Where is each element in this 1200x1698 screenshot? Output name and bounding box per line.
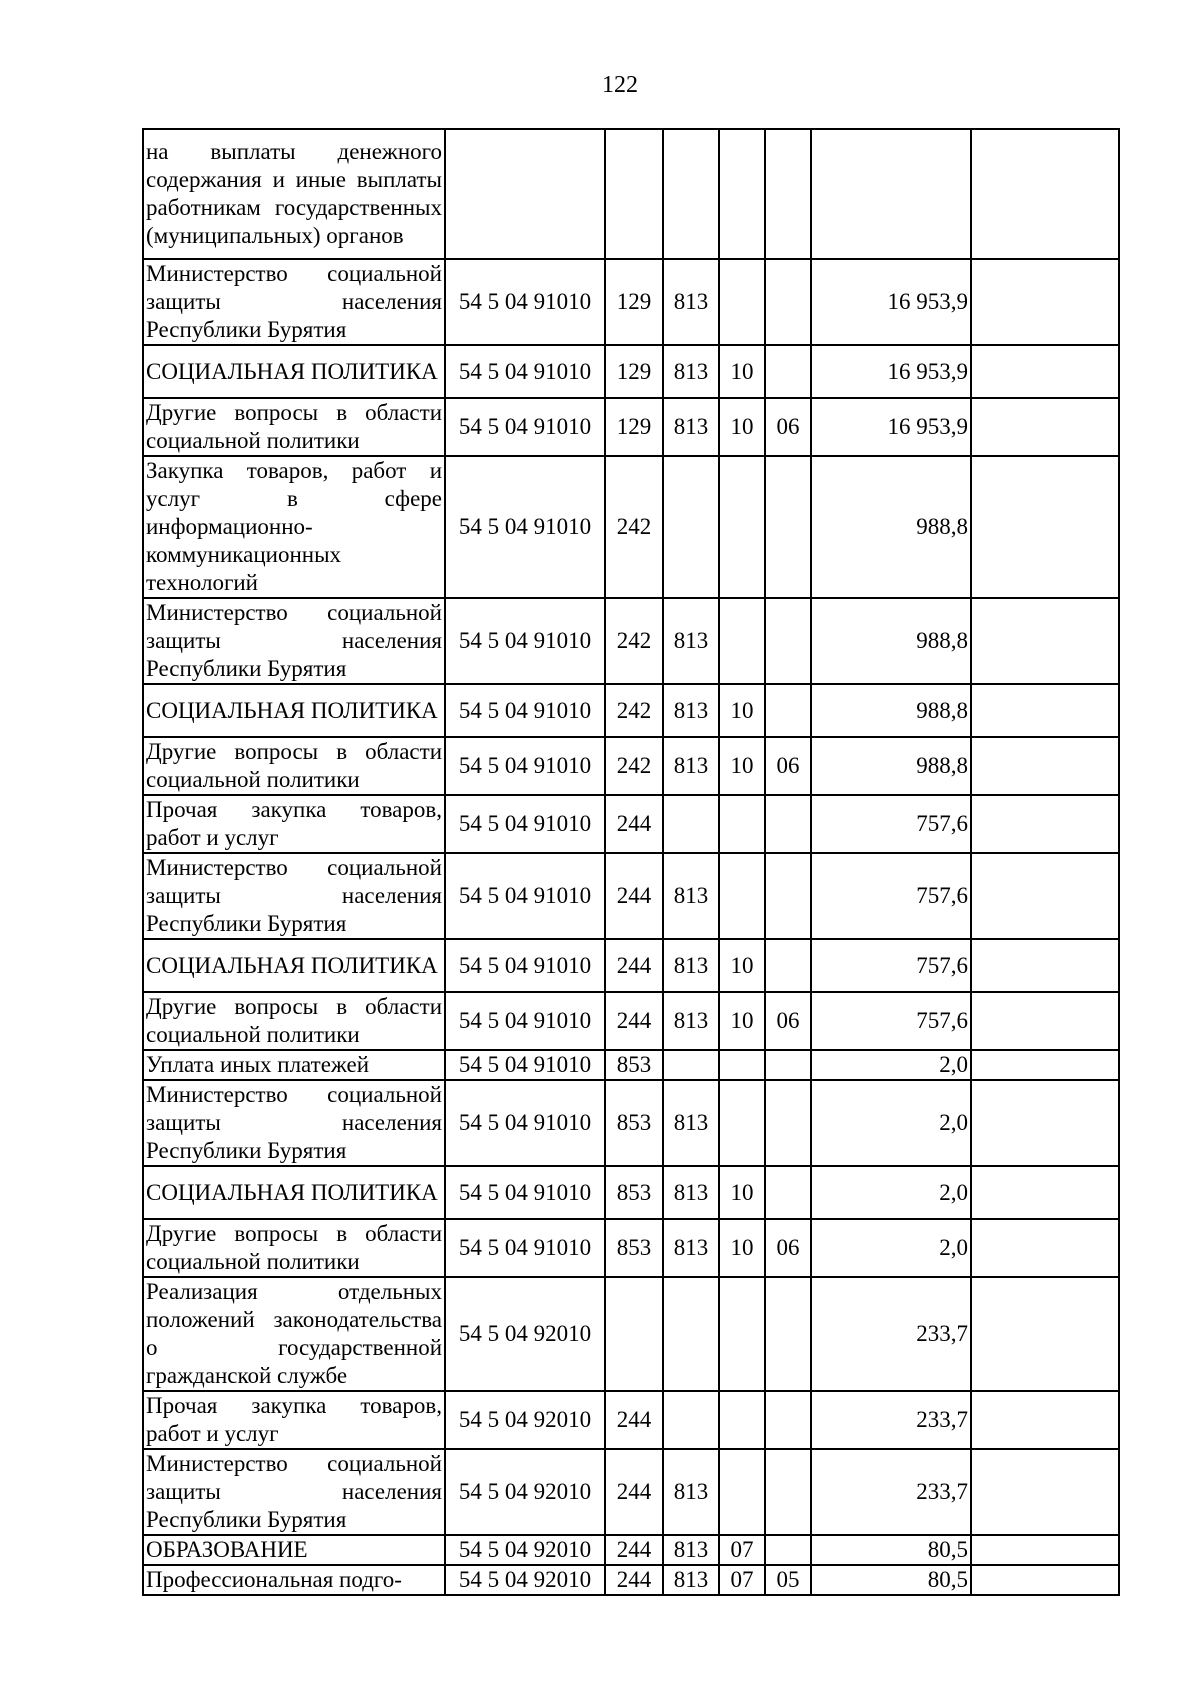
cell-amount: 80,5 [811,1535,971,1565]
cell-section [719,1050,765,1080]
cell-subsection [765,598,811,684]
table-body [143,129,1119,1595]
cell-amount: 988,8 [811,598,971,684]
cell-subsection [765,129,811,259]
table-row [143,1219,1119,1277]
cell-subsection [765,939,811,992]
cell-subsection [765,345,811,398]
cell-name: Прочая закупка товаров, работ и услуг [143,795,445,853]
cell-subsection [765,1449,811,1535]
cell-target-article: 54 5 04 92010 [445,1565,605,1595]
cell-subsection [765,1166,811,1219]
cell-extra [971,684,1119,737]
cell-target-article [445,129,605,259]
cell-expense-type: 244 [605,853,663,939]
table-row [143,737,1119,795]
cell-amount: 2,0 [811,1166,971,1219]
cell-extra [971,1080,1119,1166]
table-row [143,939,1119,992]
cell-extra [971,456,1119,598]
cell-expense-type: 244 [605,992,663,1050]
table-row [143,853,1119,939]
cell-expense-type: 244 [605,1565,663,1595]
cell-expense-type: 244 [605,1535,663,1565]
cell-name: Другие вопросы в области социальной политики [143,1219,445,1277]
cell-administrator [663,795,719,853]
cell-administrator: 813 [663,992,719,1050]
cell-extra [971,737,1119,795]
budget-table [142,128,1120,1596]
cell-subsection [765,259,811,345]
cell-subsection [765,1535,811,1565]
table-row [143,398,1119,456]
cell-target-article: 54 5 04 91010 [445,939,605,992]
cell-target-article: 54 5 04 91010 [445,345,605,398]
cell-administrator [663,456,719,598]
cell-expense-type: 244 [605,795,663,853]
cell-extra [971,1565,1119,1595]
cell-administrator [663,129,719,259]
cell-section: 10 [719,345,765,398]
cell-name: Закупка товаров, работ и услуг в сфере информационно-коммуникационных технологий [143,456,445,598]
cell-amount: 16 953,9 [811,345,971,398]
cell-administrator: 813 [663,1080,719,1166]
cell-target-article: 54 5 04 92010 [445,1535,605,1565]
cell-extra [971,1391,1119,1449]
cell-target-article: 54 5 04 91010 [445,1080,605,1166]
table-row [143,1449,1119,1535]
cell-name: Министерство социальной защиты населения Республики Бурятия [143,259,445,345]
cell-amount: 757,6 [811,795,971,853]
cell-section [719,853,765,939]
cell-expense-type: 242 [605,737,663,795]
cell-expense-type: 853 [605,1050,663,1080]
page-number: 122 [602,72,638,98]
cell-administrator: 813 [663,259,719,345]
cell-subsection [765,1080,811,1166]
cell-expense-type [605,129,663,259]
cell-section [719,1449,765,1535]
cell-subsection: 06 [765,992,811,1050]
cell-amount: 16 953,9 [811,398,971,456]
cell-administrator: 813 [663,684,719,737]
cell-subsection [765,1277,811,1391]
table-row [143,1166,1119,1219]
cell-name: Профессиональная подго- [143,1565,445,1595]
cell-administrator: 813 [663,345,719,398]
cell-section [719,1277,765,1391]
cell-subsection [765,1050,811,1080]
table-row [143,129,1119,259]
cell-administrator [663,1050,719,1080]
cell-extra [971,1166,1119,1219]
cell-target-article: 54 5 04 91010 [445,259,605,345]
cell-name: СОЦИАЛЬНАЯ ПОЛИТИКА [143,684,445,737]
cell-target-article: 54 5 04 92010 [445,1449,605,1535]
cell-target-article: 54 5 04 91010 [445,1219,605,1277]
table-row [143,684,1119,737]
cell-section: 07 [719,1535,765,1565]
cell-name: СОЦИАЛЬНАЯ ПОЛИТИКА [143,939,445,992]
cell-expense-type: 129 [605,398,663,456]
cell-name: Уплата иных платежей [143,1050,445,1080]
cell-subsection [765,795,811,853]
cell-extra [971,259,1119,345]
cell-extra [971,598,1119,684]
cell-target-article: 54 5 04 91010 [445,853,605,939]
table-row [143,1391,1119,1449]
table-row [143,456,1119,598]
cell-section: 10 [719,1219,765,1277]
cell-amount: 757,6 [811,992,971,1050]
table-row [143,795,1119,853]
cell-extra [971,345,1119,398]
cell-expense-type: 129 [605,345,663,398]
cell-subsection: 06 [765,1219,811,1277]
cell-expense-type: 853 [605,1219,663,1277]
cell-expense-type: 244 [605,939,663,992]
cell-amount: 233,7 [811,1449,971,1535]
cell-administrator: 813 [663,398,719,456]
table-row [143,1050,1119,1080]
cell-name: Министерство социальной защиты населения Республики Бурятия [143,598,445,684]
cell-amount: 2,0 [811,1219,971,1277]
table-row [143,259,1119,345]
cell-amount: 16 953,9 [811,259,971,345]
cell-name: ОБРАЗОВАНИЕ [143,1535,445,1565]
cell-administrator [663,1391,719,1449]
table-row [143,1080,1119,1166]
cell-extra [971,398,1119,456]
cell-administrator: 813 [663,598,719,684]
cell-extra [971,1219,1119,1277]
table-row [143,1535,1119,1565]
cell-amount: 2,0 [811,1050,971,1080]
cell-administrator [663,1277,719,1391]
cell-extra [971,1535,1119,1565]
cell-section [719,1080,765,1166]
cell-amount: 757,6 [811,939,971,992]
cell-expense-type [605,1277,663,1391]
cell-administrator: 813 [663,1219,719,1277]
cell-extra [971,939,1119,992]
cell-name: Министерство социальной защиты населения Республики Бурятия [143,853,445,939]
cell-administrator: 813 [663,737,719,795]
cell-administrator: 813 [663,1565,719,1595]
cell-name: Реализация отдельных положений законодательства о государственной гражданской службе [143,1277,445,1391]
cell-expense-type: 129 [605,259,663,345]
cell-administrator: 813 [663,1449,719,1535]
cell-target-article: 54 5 04 91010 [445,684,605,737]
cell-extra [971,1050,1119,1080]
cell-target-article: 54 5 04 91010 [445,992,605,1050]
cell-extra [971,1449,1119,1535]
cell-amount: 80,5 [811,1565,971,1595]
cell-amount: 988,8 [811,737,971,795]
cell-extra [971,853,1119,939]
cell-amount: 988,8 [811,684,971,737]
cell-administrator: 813 [663,939,719,992]
cell-section [719,1391,765,1449]
cell-name: Другие вопросы в области социальной политики [143,737,445,795]
cell-name: Прочая закупка товаров, работ и услуг [143,1391,445,1449]
cell-administrator: 813 [663,853,719,939]
cell-subsection [765,456,811,598]
cell-administrator: 813 [663,1166,719,1219]
cell-section: 10 [719,684,765,737]
cell-expense-type: 853 [605,1080,663,1166]
cell-section [719,598,765,684]
cell-target-article: 54 5 04 92010 [445,1277,605,1391]
table-row [143,1277,1119,1391]
table-row [143,345,1119,398]
cell-name: СОЦИАЛЬНАЯ ПОЛИТИКА [143,345,445,398]
cell-target-article: 54 5 04 91010 [445,598,605,684]
cell-target-article: 54 5 04 92010 [445,1391,605,1449]
cell-extra [971,795,1119,853]
table-row [143,992,1119,1050]
cell-section [719,129,765,259]
cell-extra [971,1277,1119,1391]
cell-subsection: 05 [765,1565,811,1595]
cell-target-article: 54 5 04 91010 [445,398,605,456]
cell-expense-type: 244 [605,1391,663,1449]
cell-expense-type: 242 [605,598,663,684]
cell-target-article: 54 5 04 91010 [445,456,605,598]
cell-target-article: 54 5 04 91010 [445,737,605,795]
cell-name: Другие вопросы в области социальной политики [143,398,445,456]
cell-subsection: 06 [765,398,811,456]
cell-name: на выплаты денежного содержания и иные выплаты работникам государственных (муниципальных) органов [143,129,445,259]
cell-section [719,795,765,853]
cell-amount: 757,6 [811,853,971,939]
cell-section [719,456,765,598]
cell-amount: 233,7 [811,1391,971,1449]
cell-expense-type: 244 [605,1449,663,1535]
cell-section: 10 [719,992,765,1050]
cell-amount: 988,8 [811,456,971,598]
cell-expense-type: 242 [605,456,663,598]
cell-target-article: 54 5 04 91010 [445,795,605,853]
table-row [143,598,1119,684]
cell-name: Другие вопросы в области социальной политики [143,992,445,1050]
cell-expense-type: 853 [605,1166,663,1219]
cell-extra [971,129,1119,259]
cell-amount [811,129,971,259]
cell-section: 10 [719,1166,765,1219]
cell-expense-type: 242 [605,684,663,737]
cell-name: СОЦИАЛЬНАЯ ПОЛИТИКА [143,1166,445,1219]
cell-target-article: 54 5 04 91010 [445,1166,605,1219]
cell-section: 07 [719,1565,765,1595]
cell-section: 10 [719,737,765,795]
cell-name: Министерство социальной защиты населения Республики Бурятия [143,1449,445,1535]
cell-name: Министерство социальной защиты населения Республики Бурятия [143,1080,445,1166]
cell-section: 10 [719,939,765,992]
table-row [143,1565,1119,1595]
cell-subsection [765,853,811,939]
cell-amount: 2,0 [811,1080,971,1166]
cell-extra [971,992,1119,1050]
cell-administrator: 813 [663,1535,719,1565]
cell-subsection: 06 [765,737,811,795]
cell-target-article: 54 5 04 91010 [445,1050,605,1080]
cell-subsection [765,684,811,737]
cell-section: 10 [719,398,765,456]
cell-amount: 233,7 [811,1277,971,1391]
cell-subsection [765,1391,811,1449]
cell-section [719,259,765,345]
